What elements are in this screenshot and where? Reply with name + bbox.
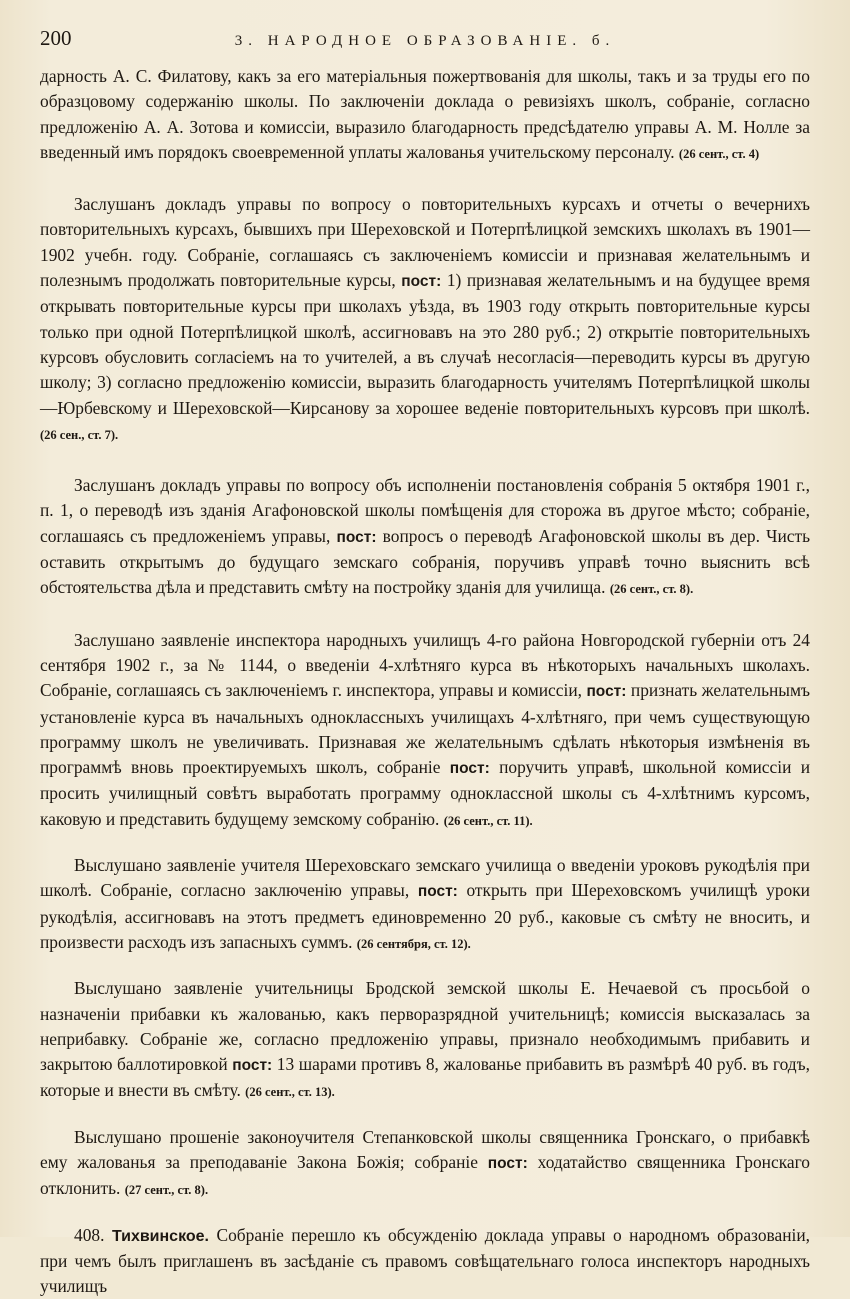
running-head: 3. НАРОДНОЕ ОБРАЗОВАНІЕ. б. [234, 33, 616, 49]
reference-note: (26 сент., ст. 8). [609, 582, 694, 597]
resolution-marker: пост: [586, 683, 627, 701]
resolution-marker: пост: [417, 883, 458, 901]
reference-note: (26 сент., ст. 13). [245, 1085, 335, 1100]
item-number: 408. [74, 1224, 112, 1245]
reference-note: (26 сен., ст. 7). [40, 427, 119, 442]
page-header [40, 26, 810, 56]
paragraph-agafonov-school: Заслушанъ докладъ управы по вопросу объ исполненіи постановленія собранія 5 октября 1901 г., п. 1, о переводѣ изъ зданія Агафоновской школы помѣщенія для сторожа въ другое мѣсто; собраніе, соглашаясь съ предложеніемъ управы, пост: вопросъ о переводѣ Агафоновской школы въ дер. Чисть оставить открытымъ до будущаго земскаго собранія, поручивъ управѣ точно выяснить всѣ обстоятельства дѣла и представить смѣту на постройку зданія для училища. (26 сент., ст. 8). [40, 475, 810, 598]
region-name: Тихвинское. [111, 1227, 209, 1245]
resolution-marker: пост: [232, 1057, 273, 1075]
reference-note: (26 сентября, ст. 12). [356, 936, 471, 951]
paragraph-filatov: дарность А. С. Филатову, какъ за его матеріальныя пожертвованія для школы, такъ и за труды его по образцовому содержанію школы. По заключеніи доклада о ревизіяхъ школъ, собраніе, согласно предложенію А. А. Зотова и комиссіи, выразило благодарность предсѣдателю управы А. М. Нолле за введенный имъ порядокъ своевременной уплаты жалованья учительскому персоналу. (26 сент., ст. 4) [40, 66, 810, 162]
reference-note: (26 сент., ст. 4) [678, 146, 760, 161]
resolution-marker: пост: [449, 760, 490, 778]
paragraph-inspector-statement: Заслушано заявленіе инспектора народныхъ училищъ 4-го района Новгородской губерніи отъ 24 сентября 1902 г., за № 1144, о введеніи 4-хлѣтняго курса въ нѣкоторыхъ начальныхъ школахъ. Собраніе, соглашаясь съ заключеніемъ г. инспектора, управы и комиссіи, пост: признать желательнымъ установленіе курса въ начальныхъ одноклассныхъ училищахъ 4-хлѣтняго, при чемъ существующую программу школъ не увеличивать. Признавая же желательнымъ сдѣлать нѣкоторыя измѣненія въ программѣ вновь проектируемыхъ школъ, собраніе пост: поручить управѣ, школьной комиссіи и просить училищный совѣтъ выработать программу одноклассной школы съ 4-хлѣтнимъ курсомъ, каковую и представить будущему земскому собранію. (26 сент., ст. 11). [40, 629, 811, 829]
reference-note: (26 сент., ст. 11). [443, 813, 533, 828]
resolution-marker: пост: [401, 273, 442, 291]
page-number: 200 [40, 26, 72, 50]
resolution-marker: пост: [487, 1154, 528, 1172]
paragraph-handicraft-lessons: Выслушано заявленіе учителя Шереховскаго земскаго училища о введеніи уроковъ рукодѣлія при школѣ. Собраніе, согласно заключенію управы, пост: открыть при Шереховскомъ училищѣ уроки рукодѣлія, ассигновавъ на этотъ предметъ единовременно 20 руб., каковые съ смѣту не вносить, и произвести расходъ изъ запасныхъ суммъ. (26 сентября, ст. 12). [40, 855, 810, 952]
paragraph-gronsky-petition: Выслушано прошеніе законоучителя Степанковской школы священника Гронскаго, о прибавкѣ ему жалованья за преподаваніе Закона Божія; собраніе пост: ходатайство священника Гронскаго отклонить. (27 сент., ст. 8). [40, 1126, 810, 1199]
resolution-marker: пост: [336, 528, 377, 546]
paragraph-tikhvin: 408. Тихвинское. Собраніе перешло къ обсужденію доклада управы о народномъ образованіи, при чемъ былъ приглашенъ въ засѣданіе съ правомъ совѣщательнаго голоса инспекторъ народныхъ училищъ [40, 1224, 811, 1297]
reference-note: (27 сент., ст. 8). [124, 1183, 209, 1198]
paragraph-repeat-courses: Заслушанъ докладъ управы по вопросу о повторительныхъ курсахъ и отчеты о вечернихъ повторительныхъ курсахъ, бывшихъ при Шереховской и Потерпѣлицкой земскихъ школахъ въ 1901—1902 учебн. году. Собраніе, соглашаясь съ заключеніемъ комиссіи и признавая желательнымъ и полезнымъ продолжать повторительные курсы, пост: 1) признавая желательнымъ и на будущее время открывать повторительные курсы при школахъ уѣзда, въ 1903 году открыть повторительные курсы только при одной Потерпѣлицкой школѣ, ассигновавъ на это 280 руб.; 2) открытіе повторительныхъ курсовъ обусловить согласіемъ на то учителей, а въ случаѣ несогласія—переводить курсы въ другую школу; 3) согласно предложенію комиссіи, выразить благодарность учителямъ Потерпѣлицкой школы—Юрбевскому и Шереховской—Кирсанову за хорошее веденіе повторительныхъ курсовъ при школѣ. (26 сен., ст. 7). [40, 194, 811, 442]
paragraph-nechaeva-salary: Выслушано заявленіе учительницы Бродской земской школы Е. Нечаевой съ просьбой о назначеніи прибавки къ жалованью, какъ перворазрядной учительницѣ; комиссія высказалась за неприбавку. Собраніе же, согласно предложенію управы, признало необходимымъ прибавить и закрытою баллотировкой пост: 13 шарами противъ 8, жалованье прибавить въ размѣрѣ 40 руб. въ годъ, которые и внести въ смѣту. (26 сент., ст. 13). [40, 978, 810, 1101]
